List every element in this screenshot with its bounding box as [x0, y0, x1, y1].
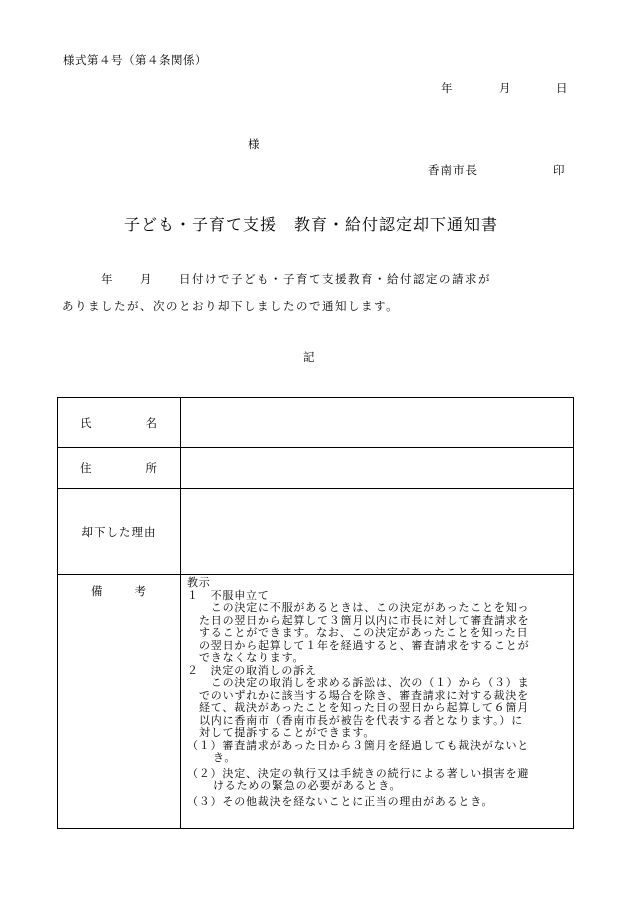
section-1-title: １ 不服申立て — [187, 588, 270, 602]
section-1-line: た日の翌日から起算して３箇月以内に市長に対して審査請求を — [199, 613, 530, 627]
name-label — [58, 398, 181, 448]
seal-mark: 印 — [553, 163, 565, 177]
details-table — [57, 397, 574, 829]
address-label-char-1: 住 — [80, 461, 93, 475]
name-label-char-2: 名 — [145, 415, 158, 430]
table-row-remarks — [58, 575, 574, 829]
remarks-label-char-2: 考 — [134, 584, 147, 598]
name-label-char-1: 氏 — [80, 415, 93, 430]
section-2-line: この決定の取消しを求める訴訟は、次の（１）から（３）ま — [199, 676, 530, 689]
remarks-label — [58, 575, 181, 829]
section-2-line: 経て、裁決があったことを知った日の翌日から起算して６箇月 — [199, 701, 530, 714]
addressee-suffix: 様 — [248, 137, 260, 151]
section-1-line: この決定に不服があるときは、この決定があったことを知っ — [199, 601, 530, 614]
exception-item-3: （３）その他裁決を経ないことに正当の理由があるとき。 — [187, 794, 494, 808]
date-month-label: 月 — [499, 81, 511, 95]
table-row-address — [58, 448, 574, 489]
notice-body-line-2: ありましたが、次のとおり却下しましたので通知します。 — [62, 299, 400, 313]
remarks-label-char-1: 備 — [91, 584, 104, 598]
address-label-char-2: 所 — [145, 461, 158, 475]
section-2-line: 対して提訴することができます。 — [199, 726, 376, 739]
table-row-reason — [58, 489, 574, 575]
section-2-line: 以内に香南市（香南市長が被告を代表する者となります。）に — [199, 713, 524, 727]
section-2-line: でのいずれかに該当する場合を除き、審査請求に対する裁決を — [199, 688, 529, 702]
issuer-name: 香南市長 — [428, 163, 478, 177]
date-year-label: 年 — [441, 81, 453, 95]
exception-item-1-cont: き。 — [213, 751, 237, 764]
address-label — [58, 448, 181, 489]
ki-marker: 記 — [303, 350, 315, 364]
document-title: 子ども・子育て支援 教育・給付認定却下通知書 — [124, 215, 499, 234]
notice-body — [62, 266, 572, 320]
section-1-line: することができます。なお、この決定があったことを知った日 — [199, 626, 529, 639]
table-row-name — [58, 398, 574, 448]
address-value-cell[interactable] — [181, 448, 574, 489]
exception-item-2-cont: けるための緊急の必要があるとき。 — [213, 779, 402, 792]
exception-item-1: （１）審査請求があった日から３箇月を経過しても裁決がないと — [187, 738, 530, 752]
remarks-cell — [181, 575, 574, 829]
section-1-line: の翌日から起算して１年を経過すると、審査請求をすることが — [199, 638, 530, 652]
notes-heading: 教示 — [187, 576, 211, 589]
section-2-title: ２ 決定の取消しの訴え — [187, 663, 317, 677]
section-1-line: できなくなります。 — [199, 651, 305, 664]
reason-value-cell[interactable] — [181, 489, 574, 575]
date-day-label: 日 — [556, 81, 568, 95]
notice-body-line-1: 年 月 日付けで子ども・子育て支援教育・給付認定の請求が — [62, 272, 491, 286]
exception-item-2: （２）決定、決定の執行又は手続きの続行による著しい損害を避 — [187, 766, 530, 780]
instruction-notes — [181, 575, 573, 814]
name-value-cell[interactable] — [181, 398, 574, 448]
form-number: 様式第４号（第４条関係） — [63, 53, 207, 67]
reason-label: 却下した理由 — [58, 489, 181, 575]
